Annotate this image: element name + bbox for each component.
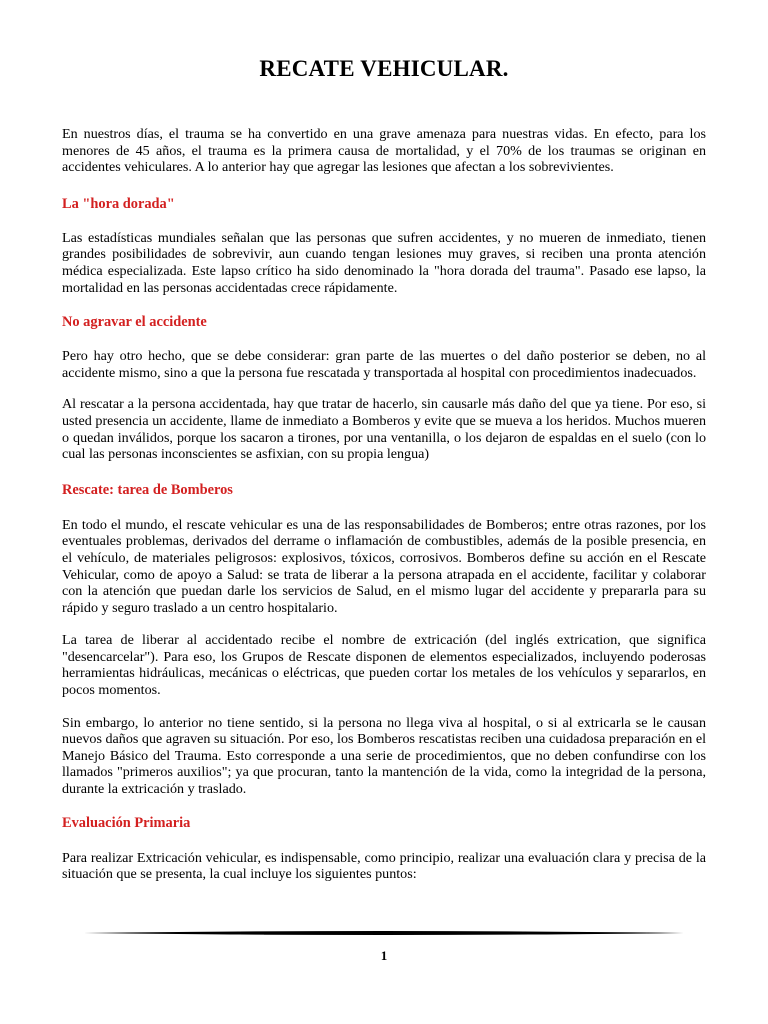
paragraph-intro: En nuestros días, el trauma se ha convertido en una grave amenaza para nuestras vidas. En efecto, para los menores de 45 años, el trauma es la primera causa de mortalidad, y el 70% de los traumas se originan en accidentes vehiculares. A lo anterior hay que agregar las lesiones que afectan a los sobrevivientes. (62, 126, 706, 176)
paragraph-evaluacion: Para realizar Extricación vehicular, es indispensable, como principio, realizar una evaluación clara y precisa de la situación que se presenta, la cual incluye los siguientes puntos: (62, 849, 706, 883)
section-heading-no-agravar: No agravar el accidente (62, 314, 207, 331)
paragraph-no-agravar-1: Pero hay otro hecho, que se debe considerar: gran parte de las muertes o del daño posterior se deben, no al accidente mismo, sino a que la persona fue rescatada y transportada al hospital con procedimientos inadecuados. (62, 348, 706, 381)
document-page (62, 0, 706, 883)
section-heading-evaluacion-primaria: Evaluación Primaria (62, 814, 191, 831)
paragraph-rescate-2: La tarea de liberar al accidentado recibe el nombre de extricación (del inglés extrication, que significa "desencarcelar"). Para eso, los Grupos de Rescate disponen de elementos especializados, incluyendo poderosas herramientas hidráulicas, mecánicas o eléctricas, que pueden cortar los metales de los vehículos y separarlos, en pocos momentos. (62, 632, 706, 699)
page-number: 1 (380, 948, 388, 963)
section-heading-rescate-bomberos: Rescate: tarea de Bomberos (62, 481, 233, 498)
section-heading-hora-dorada: La "hora dorada" (62, 195, 175, 212)
paragraph-no-agravar-2: Al rescatar a la persona accidentada, hay que tratar de hacerlo, sin causarle más daño del que ya tiene. Por eso, si usted presencia un accidente, llame de inmediato a Bomberos y evite que se mueva a los heridos. Muchos mueren o quedan inválidos, porque los sacaron a tirones, por una ventanilla, o los dejaron de espaldas en el suelo (con lo cual las personas inconscientes se asfixian, con su propia lengua) (62, 396, 706, 463)
paragraph-rescate-3: Sin embargo, lo anterior no tiene sentido, si la persona no llega viva al hospital, o si al extricarla se le causan nuevos daños que agraven su situación. Por eso, los Bomberos rescatistas reciben una cuidadosa preparación en el Manejo Básico del Trauma. Esto corresponde a una serie de procedimientos, que no deben confundirse con los llamados "primeros auxilios"; ya que procuran, tanto la mantención de la vida, como la integridad de la persona, durante la extricación y traslado. (62, 714, 706, 798)
footer-divider (84, 930, 684, 936)
paragraph-hora-dorada: Las estadísticas mundiales señalan que las personas que sufren accidentes, y no mueren de inmediato, tienen grandes posibilidades de sobrevivir, aun cuando tengan lesiones muy graves, si reciben una pronta atención médica especializada. Este lapso crítico ha sido denominado la "hora dorada del trauma". Pasado ese lapso, la mortalidad en las personas accidentadas crece rápidamente. (62, 229, 706, 296)
document-title: RECATE VEHICULAR. (259, 56, 509, 81)
document-body (62, 126, 706, 883)
paragraph-rescate-1: En todo el mundo, el rescate vehicular es una de las responsabilidades de Bomberos; entre otras razones, por los eventuales problemas, derivados del derrame o inflamación de combustibles, además de la posible presencia, en el vehículo, de materiales peligrosos: explosivos, tóxicos, corrosivos. Bomberos define su acción en el Rescate Vehicular, como de apoyo a Salud: se trata de liberar a la persona atrapada en el accidente, facilitar y colaborar con la atención que puedan darle los servicios de Salud, en el mismo lugar del accidente y prepararla para su rápido y seguro traslado a un centro hospitalario. (62, 516, 706, 616)
